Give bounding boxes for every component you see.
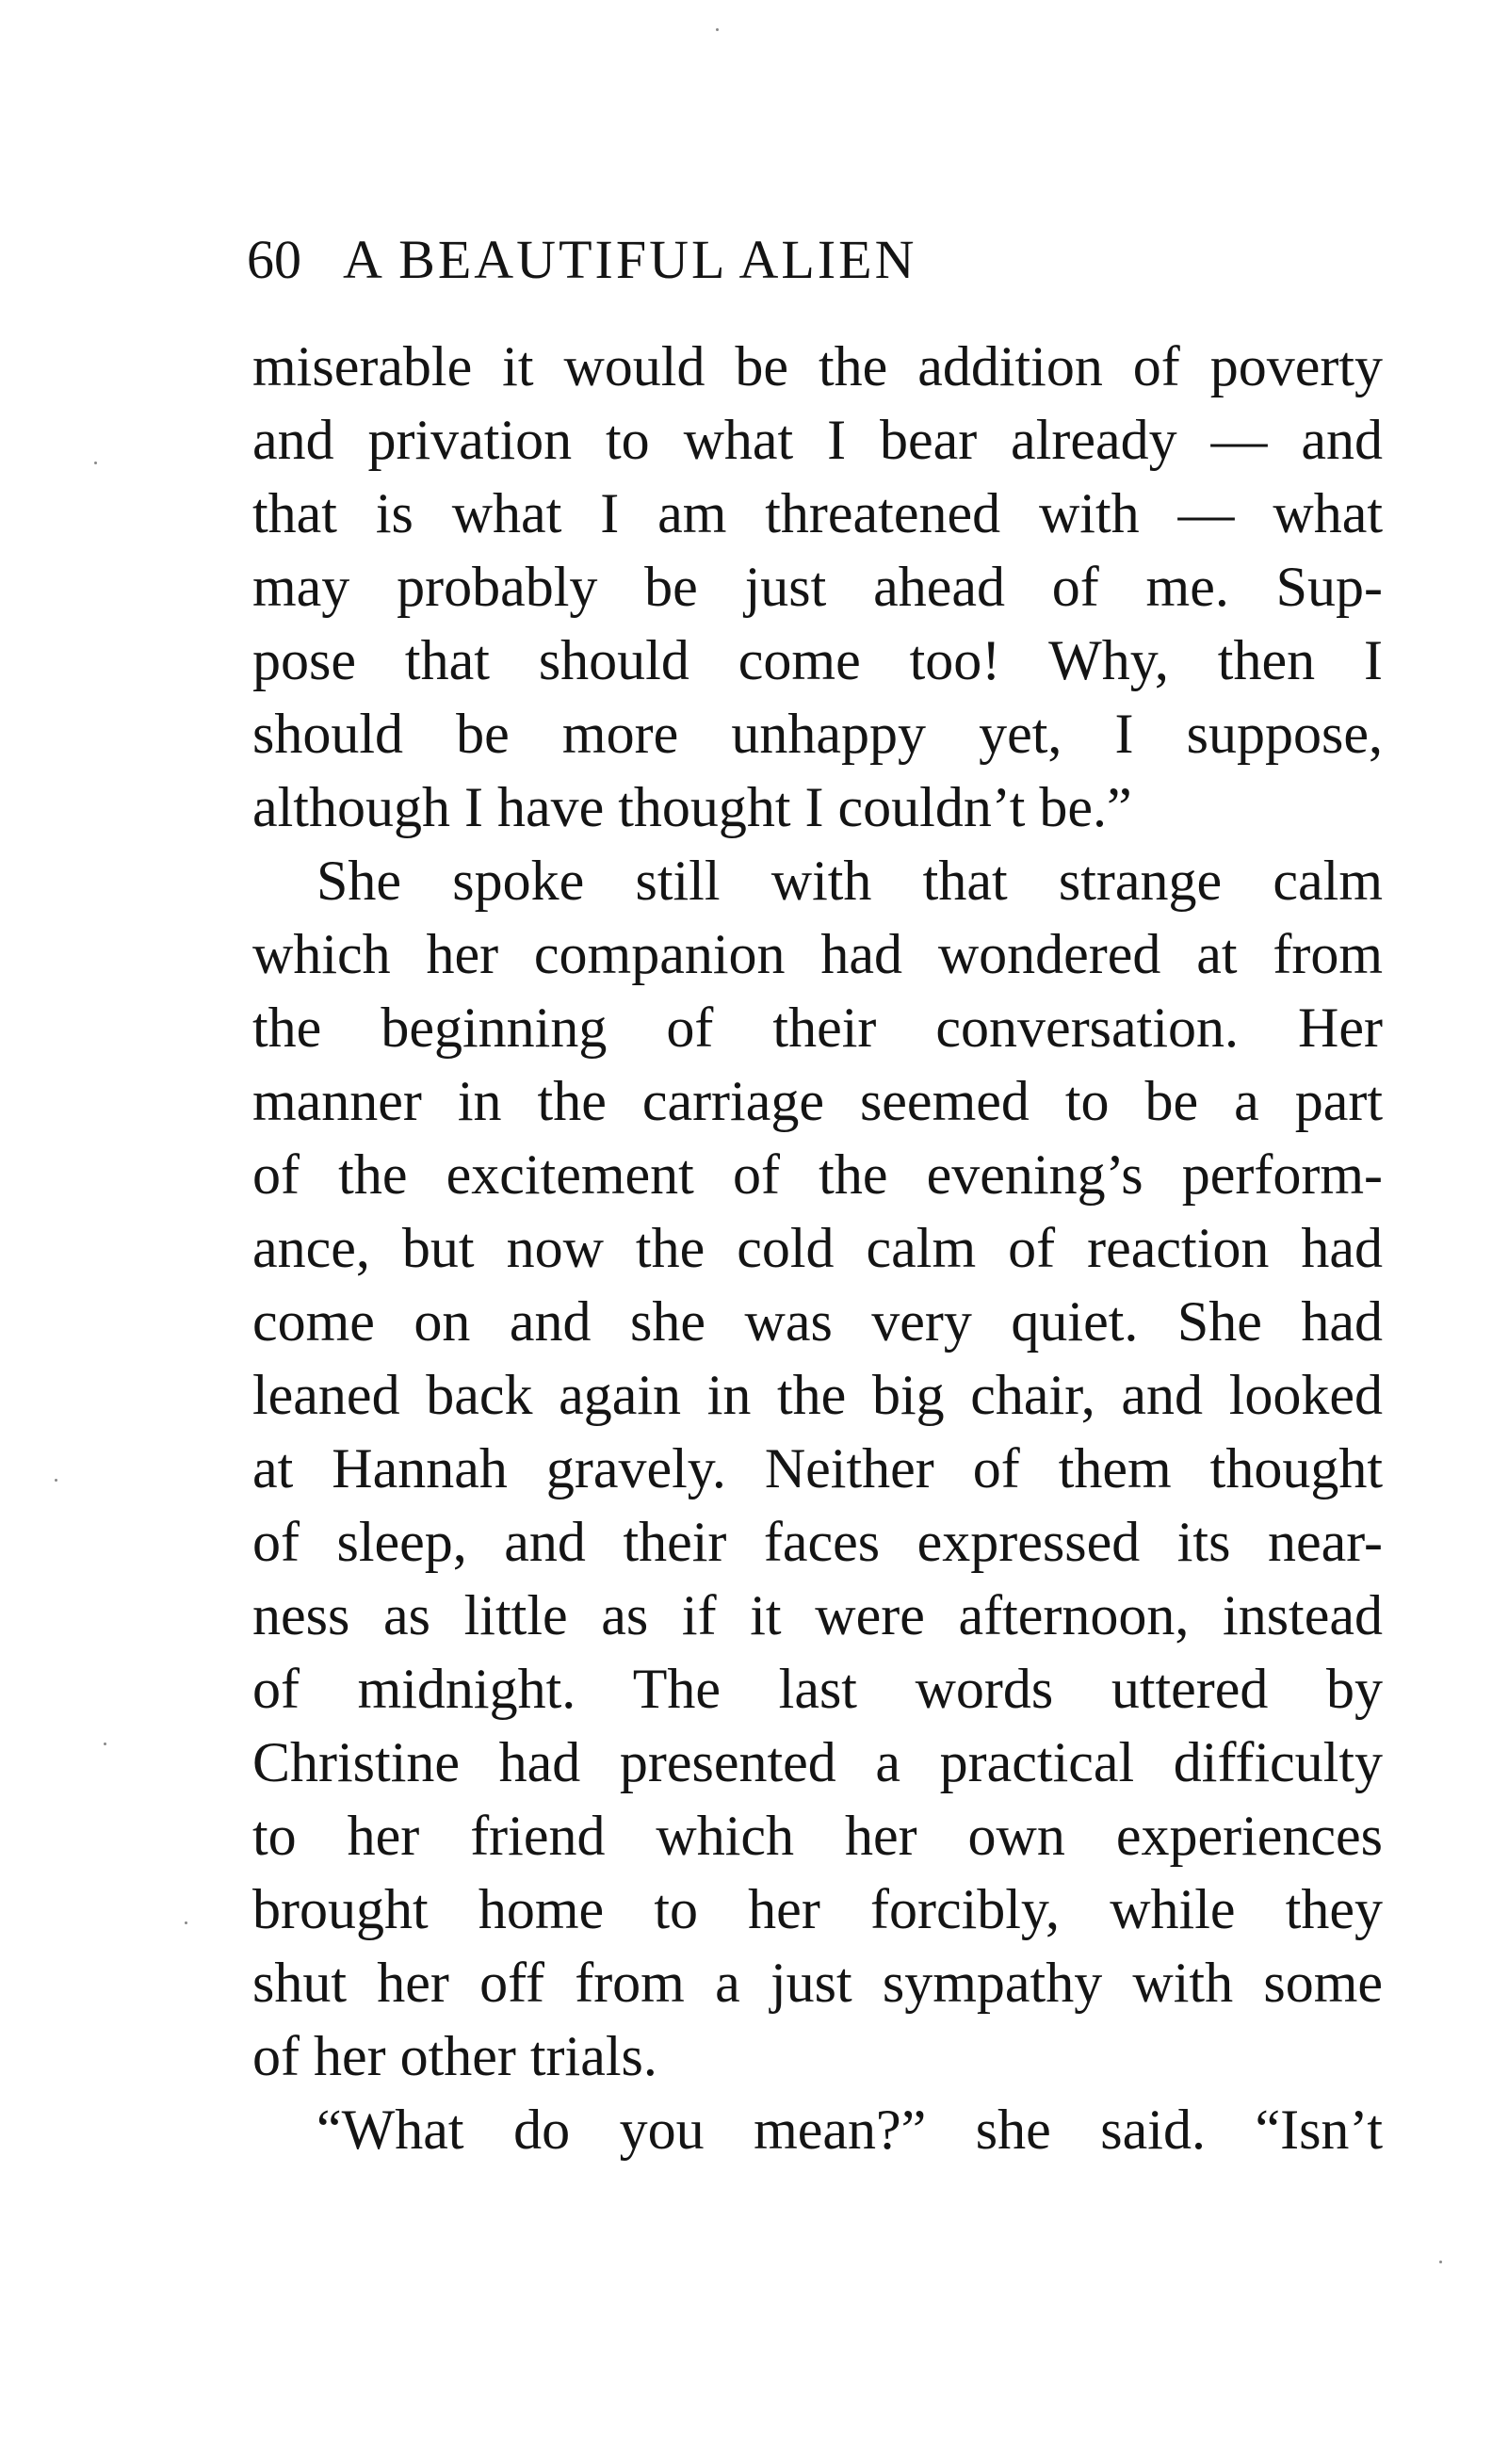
- text-line: at Hannah gravely. Neither of them thought: [252, 1437, 1383, 1499]
- text-line: may probably be just ahead of me. Sup-: [252, 556, 1383, 618]
- text-line: ness as little as if it were afternoon, instead: [252, 1584, 1383, 1646]
- page-number: 60: [247, 229, 301, 290]
- text-line: to her friend which her own experiences: [252, 1805, 1383, 1867]
- text-line: the beginning of their conversation. Her: [252, 997, 1383, 1059]
- paper-speck: [94, 462, 97, 464]
- text-line: of midnight. The last words uttered by: [252, 1658, 1383, 1720]
- text-line: leaned back again in the big chair, and looked: [252, 1364, 1383, 1426]
- text-line: and privation to what I bear already — and: [252, 409, 1383, 471]
- paper-speck: [716, 28, 719, 31]
- paper-speck: [1439, 2261, 1442, 2263]
- text-line: should be more unhappy yet, I suppose,: [252, 703, 1383, 765]
- text-line: “What do you mean?” she said. “Isn’t: [316, 2099, 1383, 2161]
- text-line: of her other trials.: [252, 2025, 657, 2087]
- text-line: that is what I am threatened with — what: [252, 482, 1383, 544]
- paper-speck: [104, 1743, 106, 1745]
- text-line: pose that should come too! Why, then I: [252, 629, 1383, 691]
- text-line: miserable it would be the addition of poverty: [252, 335, 1383, 397]
- text-line: shut her off from a just sympathy with some: [252, 1952, 1383, 2014]
- text-line: although I have thought I couldn’t be.”: [252, 776, 1132, 838]
- running-title: A BEAUTIFUL ALIEN: [343, 229, 917, 290]
- text-line: brought home to her forcibly, while they: [252, 1878, 1383, 1940]
- text-line: ance, but now the cold calm of reaction had: [252, 1217, 1383, 1279]
- text-line: Christine had presented a practical difficulty: [252, 1731, 1383, 1793]
- text-line: of sleep, and their faces expressed its near-: [252, 1511, 1383, 1573]
- text-line: of the excitement of the evening’s perform-: [252, 1143, 1383, 1206]
- paper-speck: [185, 1921, 187, 1924]
- body-text: [252, 330, 1383, 2166]
- text-line: which her companion had wondered at from: [252, 923, 1383, 985]
- page-header: [247, 222, 1396, 298]
- text-line: She spoke still with that strange calm: [316, 850, 1383, 912]
- paper-speck: [55, 1479, 57, 1482]
- text-line: come on and she was very quiet. She had: [252, 1290, 1383, 1353]
- text-line: manner in the carriage seemed to be a part: [252, 1070, 1383, 1132]
